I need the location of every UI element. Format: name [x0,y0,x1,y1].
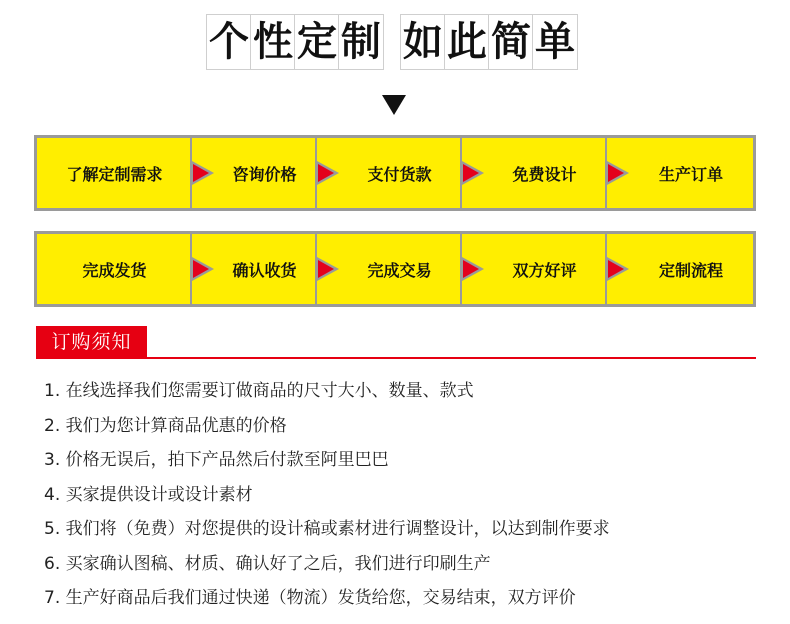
flow-step-free-design: 免费设计 [512,164,577,184]
right-triangle-icon [607,257,629,281]
title-char: 性 [250,14,296,70]
title-char: 定 [294,14,340,70]
list-item: 6. 买家确认图稿、材质、确认好了之后，我们进行印刷生产 [44,553,491,574]
ordering-steps-list [44,374,610,616]
right-triangle-icon [462,257,484,281]
list-item: 4. 买家提供设计或设计素材 [44,484,253,505]
flow-step-pay: 支付货款 [367,164,432,184]
list-item: 2. 我们为您计算商品优惠的价格 [44,415,287,436]
title-char: 制 [338,14,384,70]
flow-step-confirm-receipt: 确认收货 [232,260,297,280]
ordering-notice-label: 订购须知 [36,326,147,358]
list-item: 5. 我们将（免费）对您提供的设计稿或素材进行调整设计，以达到制作要求 [44,519,610,539]
process-flow-row-1 [34,135,756,211]
process-flow-row-2 [34,231,756,307]
title-char: 个 [206,14,252,70]
list-item: 1. 在线选择我们您需要订做商品的尺寸大小、数量、款式 [44,381,474,401]
flow-step-understand-requirements: 了解定制需求 [66,164,163,184]
list-item: 3. 价格无误后，拍下产品然后付款至阿里巴巴 [44,450,389,470]
flow-step-inquire-price: 咨询价格 [232,164,297,184]
title-char: 如 [400,14,446,70]
list-item: 7. 生产好商品后我们通过快递（物流）发货给您，交易结束，双方评价 [44,588,576,608]
title-char: 单 [532,14,578,70]
flow-step-ship: 完成发货 [82,260,147,280]
flow-step-mutual-review: 双方好评 [512,260,577,280]
notice-divider [36,357,756,359]
right-triangle-icon [192,257,214,281]
right-triangle-icon [317,161,339,185]
right-triangle-icon [607,161,629,185]
flow-step-complete-transaction: 完成交易 [367,260,432,280]
right-triangle-icon [192,161,214,185]
down-triangle-icon [382,95,406,115]
page-title [0,14,790,72]
flow-step-customization-process: 定制流程 [658,260,723,280]
flow-step-production-order: 生产订单 [658,164,723,184]
title-char: 此 [444,14,490,70]
right-triangle-icon [317,257,339,281]
right-triangle-icon [462,161,484,185]
title-char: 简 [488,14,534,70]
